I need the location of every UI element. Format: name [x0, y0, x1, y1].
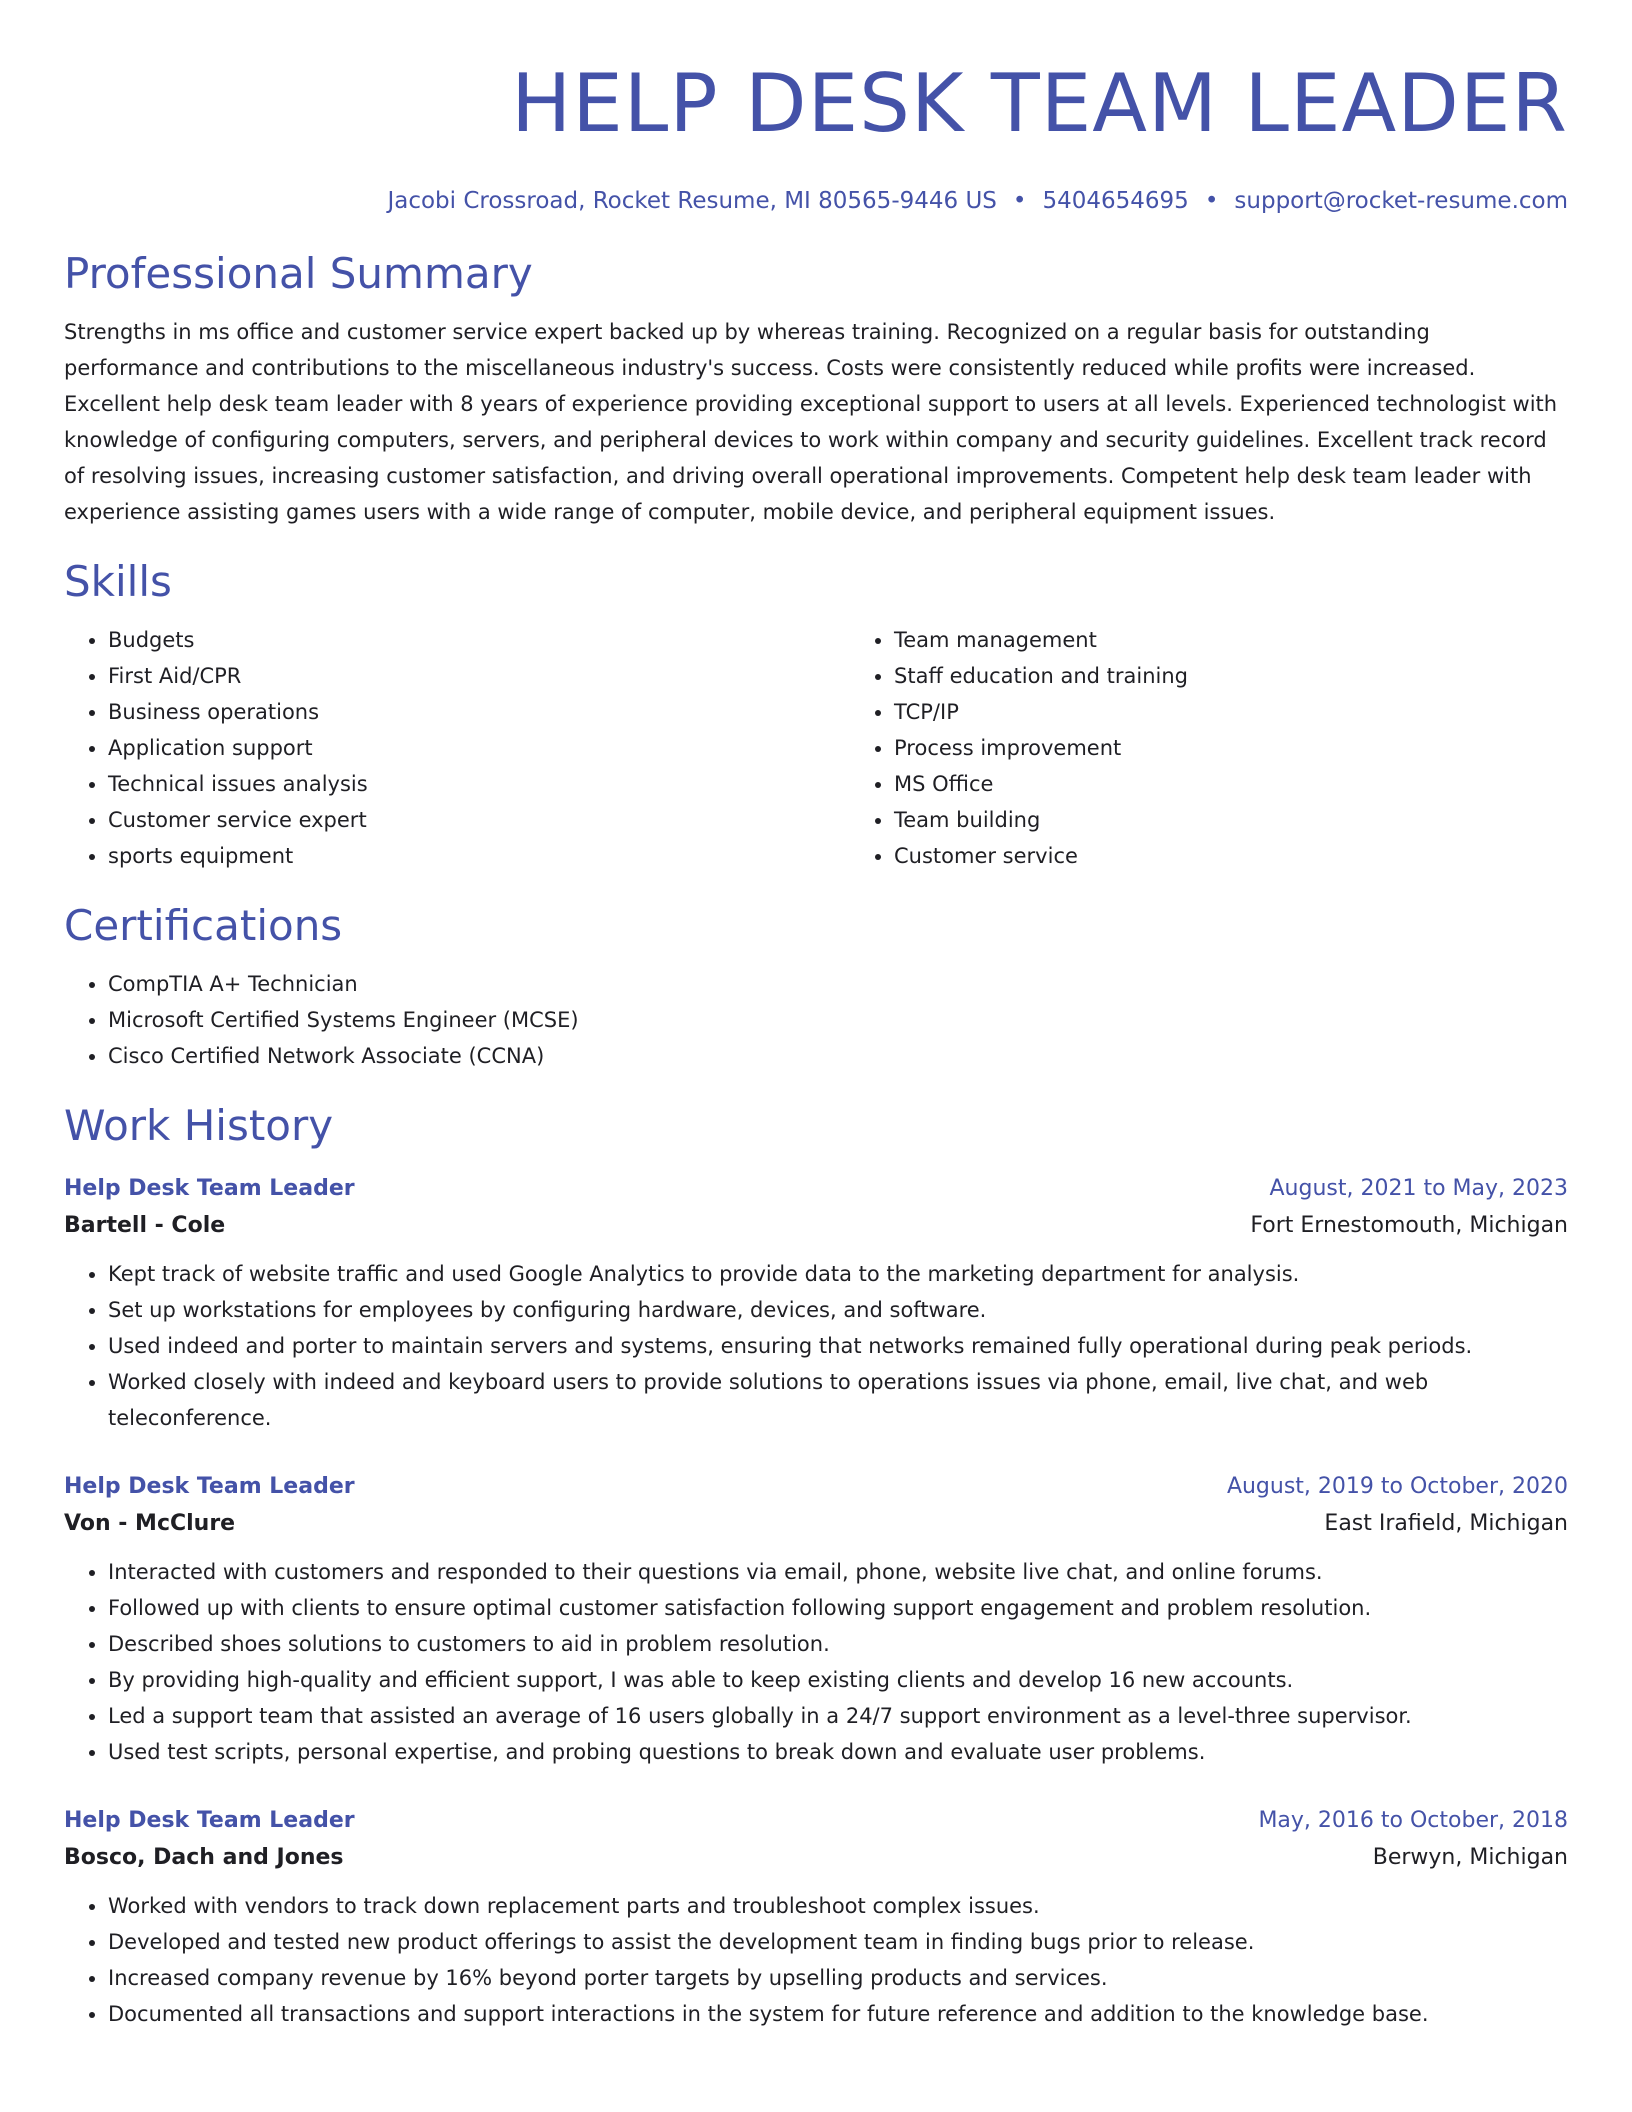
job-dates: May, 2016 to October, 2018 — [1258, 1808, 1568, 1833]
contact-line — [64, 186, 1568, 216]
job-title: Help Desk Team Leader — [64, 1176, 355, 1201]
skill-item: • TCP/IP — [894, 694, 1632, 730]
job-title: Help Desk Team Leader — [64, 1808, 355, 1833]
job-bullet: • Worked closely with indeed and keyboard users to provide solutions to operations issues via phone, email, live chat, and web teleconference. — [108, 1364, 1568, 1436]
skill-item: • Application support — [108, 730, 850, 766]
skills-grid — [64, 622, 1568, 874]
section-heading: Professional Summary — [64, 249, 533, 298]
job-company-row — [64, 1504, 1568, 1544]
job-entry — [64, 1804, 1568, 2032]
certification-item: • CompTIA A+ Technician — [108, 966, 1568, 1002]
job-title-row — [64, 1172, 1568, 1206]
skill-item: • Budgets — [108, 622, 850, 658]
skill-item: • Technical issues analysis — [108, 766, 850, 802]
certification-item: • Microsoft Certified Systems Engineer (MCSE) — [108, 1002, 1568, 1038]
address: Jacobi Crossroad, Rocket Resume, MI 80565-9446 US — [387, 188, 997, 214]
skills-section — [64, 556, 1568, 874]
job-bullet: • By providing high-quality and efficient support, I was able to keep existing clients and develop 16 new accounts. — [108, 1662, 1568, 1698]
skills-list-left — [64, 622, 850, 874]
job-title-row — [64, 1470, 1568, 1504]
section-heading: Skills — [64, 557, 172, 606]
skill-item: • Staff education and training — [894, 658, 1632, 694]
job-entry — [64, 1172, 1568, 1436]
job-location: Berwyn, Michigan — [1372, 1845, 1568, 1870]
job-bullet: • Used indeed and porter to maintain servers and systems, ensuring that networks remained fully operational during peak periods. — [108, 1328, 1568, 1364]
certification-item: • Cisco Certified Network Associate (CCNA) — [108, 1038, 1568, 1074]
job-dates: August, 2021 to May, 2023 — [1269, 1176, 1568, 1201]
resume-header — [64, 0, 1568, 216]
job-company: Bosco, Dach and Jones — [64, 1845, 344, 1870]
separator: • — [1204, 188, 1219, 214]
job-dates: August, 2019 to October, 2020 — [1226, 1474, 1568, 1499]
job-company-row — [64, 1206, 1568, 1246]
job-company: Bartell - Cole — [64, 1213, 226, 1238]
certifications-section — [64, 900, 1568, 1074]
skills-list-right — [850, 622, 1632, 874]
job-title-row — [64, 1804, 1568, 1838]
skill-item: • Customer service — [894, 838, 1632, 874]
job-location: Fort Ernestomouth, Michigan — [1250, 1213, 1568, 1238]
phone: 5404654695 — [1042, 188, 1189, 214]
skill-item: • Team management — [894, 622, 1632, 658]
job-bullet: • Kept track of website traffic and used Google Analytics to provide data to the marketing department for analysis. — [108, 1256, 1568, 1292]
job-bullets — [64, 1554, 1568, 1770]
certifications-list — [64, 966, 1568, 1074]
work-history-section — [64, 1100, 1568, 2032]
section-heading: Work History — [64, 1101, 334, 1150]
job-bullet: • Followed up with clients to ensure optimal customer satisfaction following support engagement and problem resolution. — [108, 1590, 1568, 1626]
job-bullet: • Increased company revenue by 16% beyond porter targets by upselling products and services. — [108, 1960, 1568, 1996]
skill-item: • Team building — [894, 802, 1632, 838]
job-bullets — [64, 1888, 1568, 2032]
job-bullet: • Described shoes solutions to customers to aid in problem resolution. — [108, 1626, 1568, 1662]
skill-item: • Customer service expert — [108, 802, 850, 838]
job-title: Help Desk Team Leader — [64, 1474, 355, 1499]
skill-item: • sports equipment — [108, 838, 850, 874]
job-bullet: • Documented all transactions and support interactions in the system for future reference and addition to the knowledge base. — [108, 1996, 1568, 2032]
job-bullet: • Set up workstations for employees by configuring hardware, devices, and software. — [108, 1292, 1568, 1328]
job-entry — [64, 1470, 1568, 1770]
job-bullet: • Used test scripts, personal expertise, and probing questions to break down and evaluate user problems. — [108, 1734, 1568, 1770]
skill-item: • First Aid/CPR — [108, 658, 850, 694]
job-bullet: • Developed and tested new product offerings to assist the development team in finding bugs prior to release. — [108, 1924, 1568, 1960]
job-company-row — [64, 1838, 1568, 1878]
job-bullet: • Interacted with customers and responded to their questions via email, phone, website live chat, and online forums. — [108, 1554, 1568, 1590]
job-bullet: • Worked with vendors to track down replacement parts and troubleshoot complex issues. — [108, 1888, 1568, 1924]
job-company: Von - McClure — [64, 1511, 236, 1536]
job-bullets — [64, 1256, 1568, 1436]
separator: • — [1012, 188, 1027, 214]
skill-item: • MS Office — [894, 766, 1632, 802]
skill-item: • Business operations — [108, 694, 850, 730]
summary-section — [64, 248, 1568, 530]
summary-text: Strengths in ms office and customer service expert backed up by whereas training. Recognized on a regular basis for outstanding performance and contributions to the miscellaneous industry's success. Costs were consistently reduced while profits were increased. Excellent help desk team leader with 8 years of experience providing exceptional support to users at all levels. Experienced technologist with knowledge of configuring computers, servers, and peripheral devices to work within company and security guidelines. Excellent track record of resolving issues, increasing customer satisfaction, and driving overall operational improvements. Competent help desk team leader with experience assisting games users with a wide range of computer, mobile device, and peripheral equipment issues. — [64, 320, 1558, 524]
section-heading: Certifications — [64, 901, 343, 950]
candidate-title: HELP DESK TEAM LEADER — [511, 57, 1568, 150]
job-bullet: • Led a support team that assisted an average of 16 users globally in a 24/7 support environment as a level-three supervisor. — [108, 1698, 1568, 1734]
skill-item: • Process improvement — [894, 730, 1632, 766]
job-location: East Irafield, Michigan — [1324, 1511, 1568, 1536]
email: support@rocket-resume.com — [1234, 188, 1568, 214]
